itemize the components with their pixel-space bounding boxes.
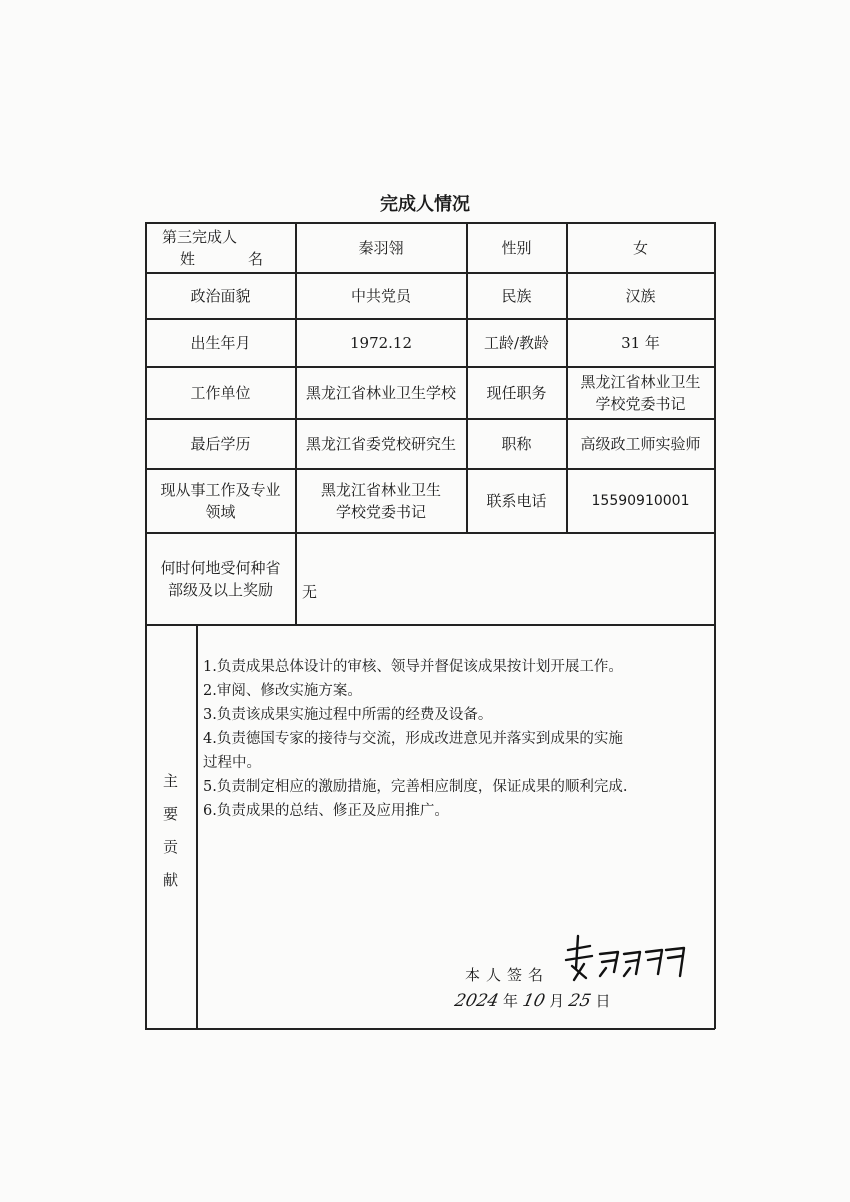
contribution-line: 6.负责成果的总结、修正及应用推广。 (203, 803, 449, 819)
date-day-unit: 日 (595, 992, 611, 1010)
field-label: 现从事工作及专业领域 (160, 480, 281, 521)
name-label (146, 223, 295, 272)
birth-label: 出生年月 (190, 333, 251, 352)
name-value: 秦羽翎 (358, 238, 404, 257)
field-value: 黑龙江省林业卫生学校党委书记 (320, 480, 441, 521)
education-value: 黑龙江省委党校研究生 (306, 434, 457, 453)
signature-label: 本人签名 (465, 966, 550, 984)
contribution-label-char: 献 (162, 871, 178, 889)
political-label: 政治面貌 (190, 286, 251, 305)
contribution-label (148, 770, 193, 890)
signature-date (452, 990, 611, 1020)
position-value: 黑龙江省林业卫生学校党委书记 (580, 372, 701, 413)
contribution-label-char: 贡 (162, 838, 178, 856)
phone-value: 15590910001 (591, 492, 690, 509)
political-value: 中共党员 (350, 286, 411, 305)
name-label-char-b: 名 (247, 249, 263, 268)
date-year: 2024 (452, 991, 501, 1011)
gender-value: 女 (632, 238, 648, 257)
contribution-line: 2.审阅、修改实施方案。 (203, 683, 362, 699)
professional-title-value: 高级政工师实验师 (580, 434, 701, 453)
contribution-line: 3.负责该成果实施过程中所需的经费及设备。 (203, 707, 493, 723)
date-month: 10 (520, 991, 547, 1011)
name-label-line1: 第三完成人 (162, 227, 238, 246)
awards-value: 无 (302, 582, 318, 601)
seniority-label: 工龄/教龄 (483, 333, 550, 352)
handwritten-signature (560, 928, 690, 988)
birth-value: 1972.12 (349, 333, 413, 352)
gender-label: 性别 (501, 238, 532, 257)
seniority-value: 31 年 (621, 333, 660, 352)
date-month-unit: 月 (549, 992, 565, 1010)
document-title: 完成人情况 (380, 194, 470, 215)
name-label-char-a: 姓 (180, 249, 196, 268)
contribution-line: 5.负责制定相应的激励措施，完善相应制度，保证成果的顺利完成. (203, 779, 628, 795)
employer-label: 工作单位 (190, 383, 251, 402)
employer-value: 黑龙江省林业卫生学校 (306, 383, 457, 402)
education-label: 最后学历 (190, 434, 251, 453)
contribution-label-char: 主 (162, 772, 178, 790)
ethnicity-value: 汉族 (625, 286, 656, 305)
contribution-line: 1.负责成果总体设计的审核、领导并督促该成果按计划开展工作。 (203, 659, 623, 675)
position-label: 现任职务 (486, 383, 547, 402)
contribution-line: 过程中。 (203, 755, 261, 771)
date-year-unit: 年 (503, 992, 519, 1010)
contribution-line: 4.负责德国专家的接待与交流，形成改进意见并落实到成果的实施 (203, 731, 623, 747)
ethnicity-label: 民族 (501, 286, 532, 305)
contribution-label-char: 要 (162, 805, 178, 823)
phone-label: 联系电话 (486, 491, 547, 510)
professional-title-label: 职称 (501, 434, 532, 453)
date-day: 25 (566, 991, 593, 1011)
awards-label: 何时何地受何种省部级及以上奖励 (160, 558, 281, 599)
contribution-list (203, 655, 713, 823)
